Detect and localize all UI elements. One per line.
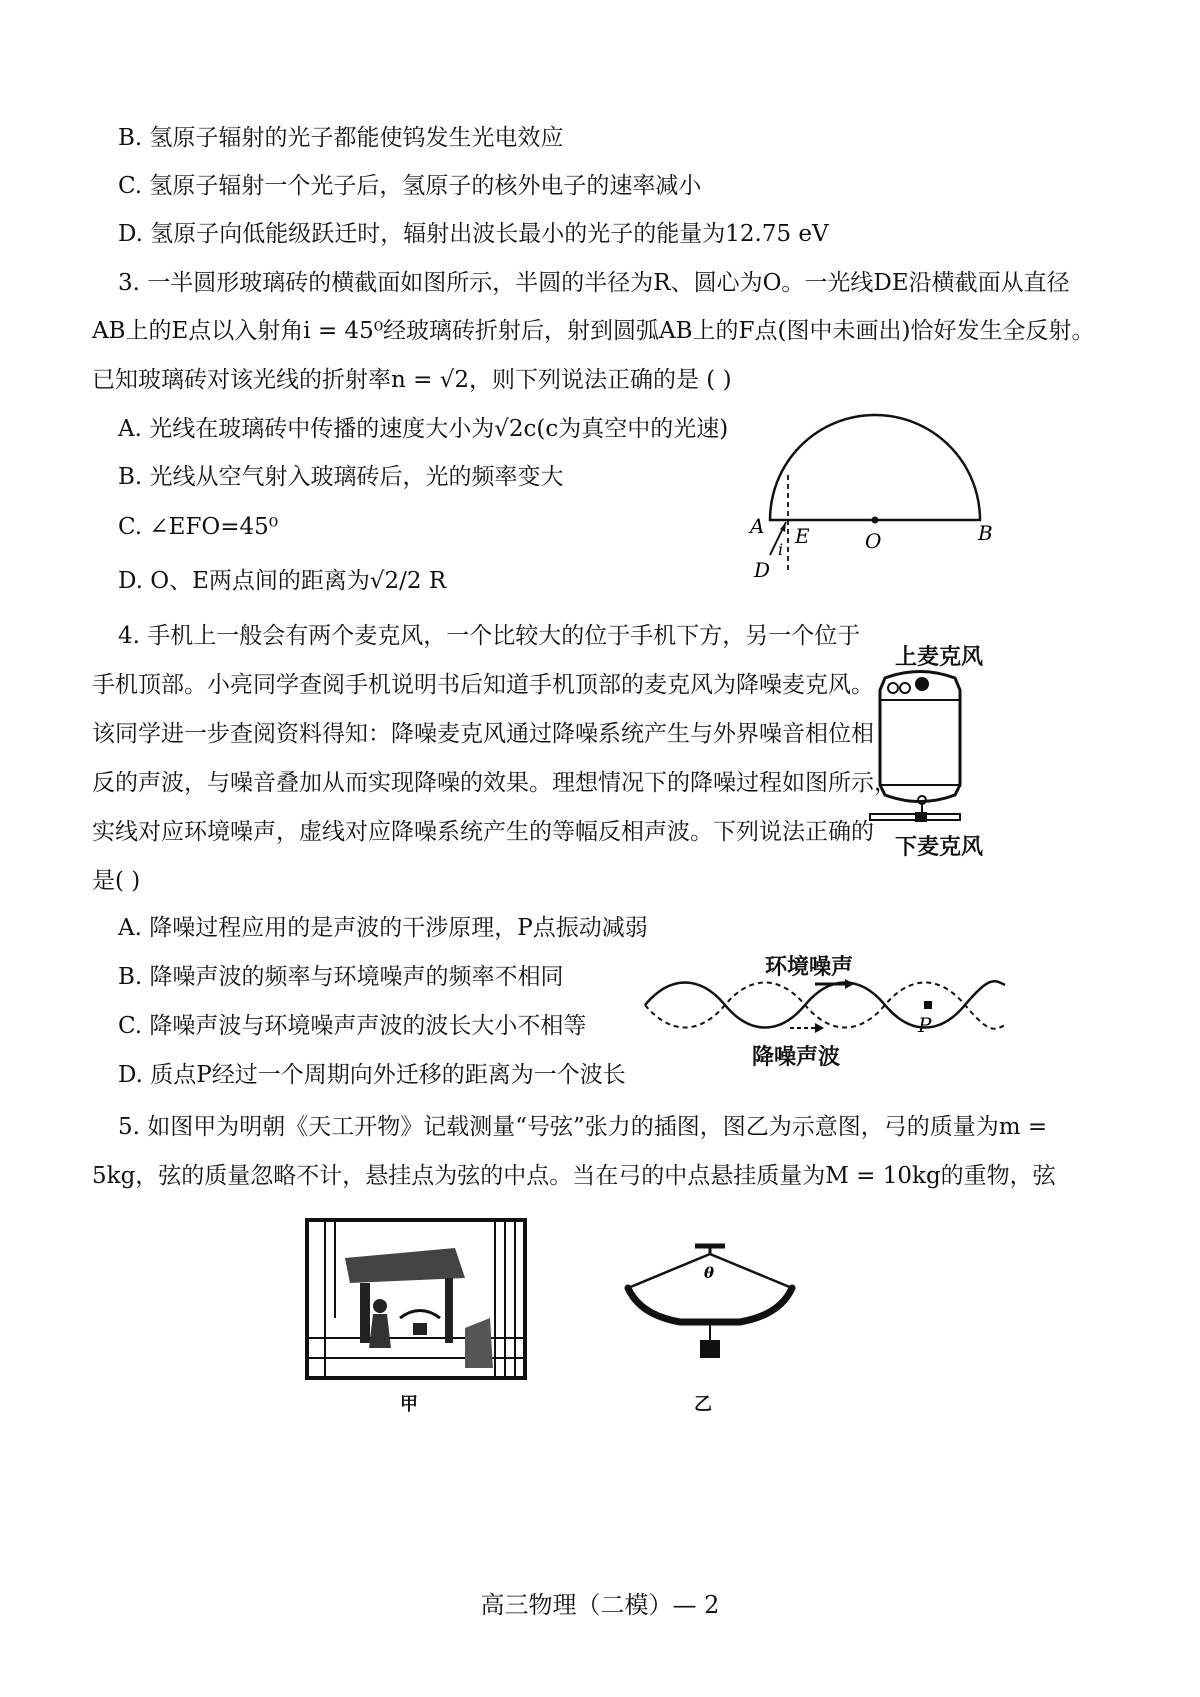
q3-stem-line1: 3. 一半圆形玻璃砖的横截面如图所示，半圆的半径为R、圆心为O。一光线DE沿横截面从直径 xyxy=(118,270,1070,296)
top-mic-hole-icon xyxy=(888,683,898,693)
wave-dashed-label: 降噪声波 xyxy=(752,1045,841,1070)
fig-yi-label: 乙 xyxy=(694,1394,712,1415)
wave-figure xyxy=(640,970,1010,1040)
center-point xyxy=(872,517,879,524)
q4-option-d: D. 质点P经过一个周期向外迁移的距离为一个波长 xyxy=(118,1062,626,1088)
q3-option-d: D. O、E两点间的距离为√2/2 R xyxy=(118,568,447,594)
label-o: O xyxy=(865,529,882,553)
page-footer: 高三物理（二模）— 2 xyxy=(480,1591,720,1619)
bottom-mic-icon xyxy=(915,812,927,822)
theta-label: θ xyxy=(704,1264,715,1282)
top-mic-icon xyxy=(915,677,929,691)
q4-option-a: A. 降噪过程应用的是声波的干涉原理，P点振动减弱 xyxy=(118,915,648,941)
q3-option-b: B. 光线从空气射入玻璃砖后，光的频率变大 xyxy=(118,464,564,490)
phone-body xyxy=(880,672,960,802)
ambient-noise-wave xyxy=(645,981,1005,1027)
wave-solid-label: 环境噪声 xyxy=(765,955,854,980)
semicircle-outline xyxy=(770,415,980,520)
string-right xyxy=(710,1254,792,1288)
solid-arrow-icon xyxy=(845,979,854,989)
point-p-marker xyxy=(924,1001,932,1009)
label-d: D xyxy=(754,558,771,582)
fig-jia-label: 甲 xyxy=(400,1394,418,1415)
label-b: B xyxy=(978,521,993,545)
anti-noise-wave xyxy=(645,983,1005,1029)
q2-option-c: C. 氢原子辐射一个光子后，氢原子的核外电子的速率减小 xyxy=(118,173,702,199)
label-e: E xyxy=(795,524,810,548)
bow-body xyxy=(628,1288,792,1322)
q4-option-c: C. 降噪声波与环境噪声声波的波长大小不相等 xyxy=(118,1013,587,1039)
q4-stem-line3: 该同学进一步查阅资料得知：降噪麦克风通过降噪系统产生与外界噪音相位相 xyxy=(92,721,874,747)
phone-figure xyxy=(860,660,980,835)
q4-stem-line6: 是( ) xyxy=(92,868,141,894)
bow-schematic-figure xyxy=(620,1240,800,1370)
phone-bottom-mic-label: 下麦克风 xyxy=(895,835,984,860)
semicircle-figure xyxy=(740,405,1000,585)
weight-shape xyxy=(413,1323,427,1335)
label-a: A xyxy=(750,514,765,538)
q4-stem-line1: 4. 手机上一般会有两个麦克风，一个比较大的位于手机下方，另一个位于 xyxy=(118,623,861,649)
q4-stem-line4: 反的声波，与噪音叠加从而实现降噪的效果。理想情况下的降噪过程如图所示， xyxy=(92,770,897,796)
label-i: i xyxy=(778,540,784,559)
q3-option-a: A. 光线在玻璃砖中传播的速度大小为√2c(c为真空中的光速) xyxy=(118,416,729,442)
q4-stem-line5: 实线对应环境噪声，虚线对应降噪系统产生的等幅反相声波。下列说法正确的 xyxy=(92,819,874,845)
q2-option-b: B. 氢原子辐射的光子都能使钨发生光电效应 xyxy=(118,125,564,151)
string-left xyxy=(628,1254,710,1288)
q3-option-c: C. ∠EFO=45⁰ xyxy=(118,514,279,540)
figure-head xyxy=(373,1299,387,1313)
point-p-label: P xyxy=(918,1013,932,1037)
q2-option-d: D. 氢原子向低能级跃迁时，辐射出波长最小的光子的能量为12.75 eV xyxy=(118,221,829,247)
hanging-weight xyxy=(700,1340,720,1358)
dashed-arrow-icon xyxy=(815,1023,824,1033)
q5-stem-line1: 5. 如图甲为明朝《天工开物》记载测量“号弦”张力的插图，图乙为示意图，弓的质量为m = xyxy=(118,1114,1048,1140)
q3-stem-line3: 已知玻璃砖对该光线的折射率n = √2，则下列说法正确的是 ( ) xyxy=(92,367,732,393)
phone-top-mic-label: 上麦克风 xyxy=(895,645,984,670)
q3-stem-line2: AB上的E点以入射角i = 45⁰经玻璃砖折射后，射到圆弧AB上的F点(图中未画出)恰好发生全反射。 xyxy=(92,318,1095,344)
q5-stem-line2: 5kg，弦的质量忽略不计，悬挂点为弦的中点。当在弓的中点悬挂质量为M = 10kg的重物，弦 xyxy=(92,1163,1056,1189)
q4-stem-line2: 手机顶部。小亮同学查阅手机说明书后知道手机顶部的麦克风为降噪麦克风。 xyxy=(92,672,874,698)
q4-option-b: B. 降噪声波的频率与环境噪声的频率不相同 xyxy=(118,964,564,990)
top-mic-hole-icon xyxy=(900,683,910,693)
tiangong-kaiwu-illustration xyxy=(305,1218,527,1380)
